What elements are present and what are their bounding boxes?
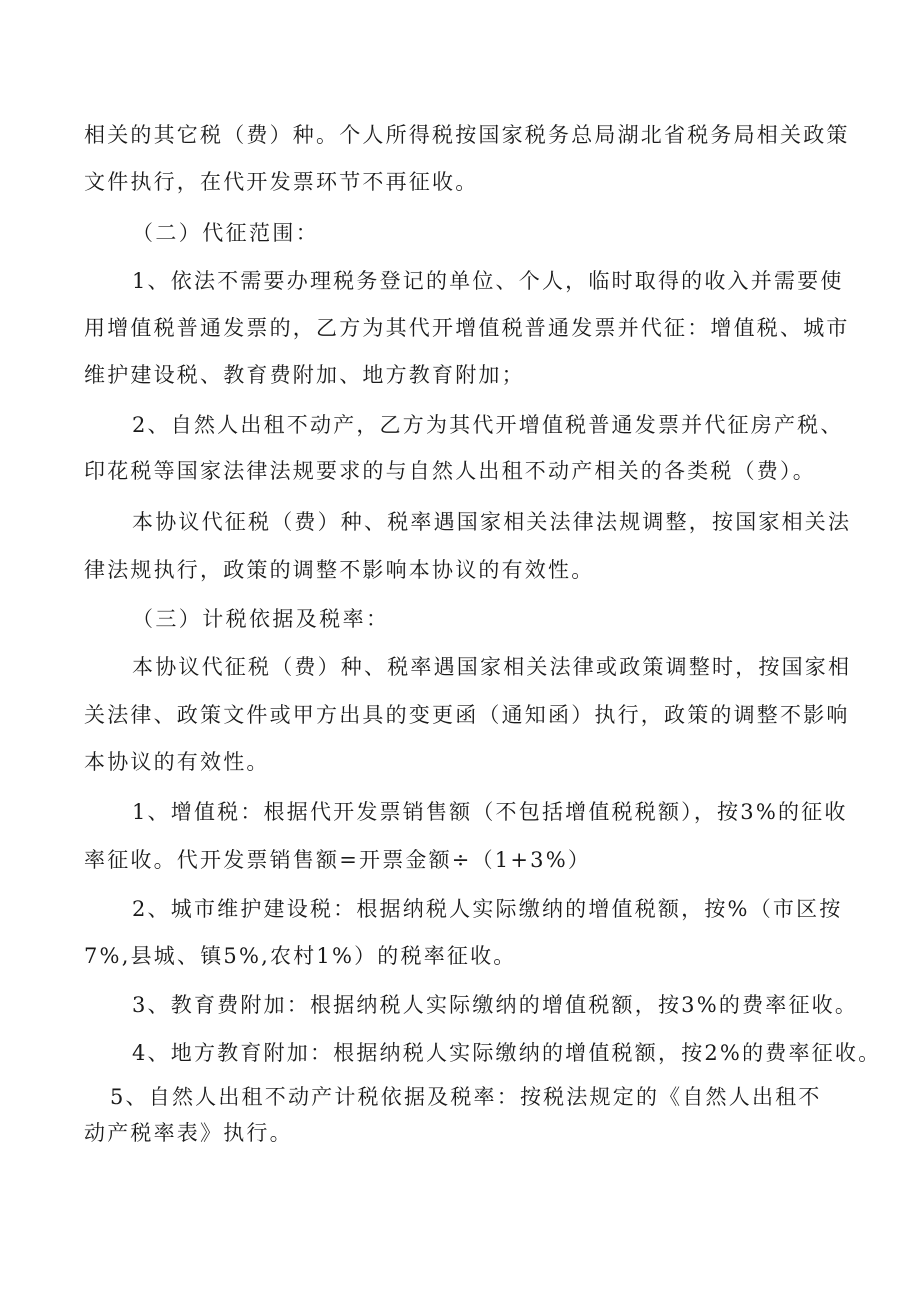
text-line: 本协议的有效性。 bbox=[84, 750, 270, 774]
text-line: 1、增值税：根据代开发票销售额（不包括增值税税额），按3%的征收 bbox=[132, 800, 848, 824]
text-line: 本协议代征税（费）种、税率遇国家相关法律法规调整，按国家相关法 bbox=[132, 510, 852, 534]
text-line: 2、自然人出租不动产，乙方为其代开增值税普通发票并代征房产税、 bbox=[132, 413, 844, 437]
text-line: 1、依法不需要办理税务登记的单位、个人，临时取得的收入并需要使 bbox=[132, 269, 844, 293]
text-line: 维护建设税、教育费附加、地方教育附加； bbox=[84, 363, 525, 387]
text-line: 文件执行，在代开发票环节不再征收。 bbox=[84, 170, 479, 194]
section-heading: （二）代征范围： bbox=[132, 221, 320, 245]
text-line: 率征收。代开发票销售额=开票金额÷（1+3%） bbox=[84, 848, 592, 872]
text-line: 2、城市维护建设税：根据纳税人实际缴纳的增值税额，按%（市区按 bbox=[132, 897, 843, 921]
text-line: 本协议代征税（费）种、税率遇国家相关法律或政策调整时，按国家相 bbox=[132, 655, 852, 679]
section-heading: （三）计税依据及税率： bbox=[132, 607, 390, 631]
text-line: 4、地方教育附加：根据纳税人实际缴纳的增值税额，按2%的费率征收。 bbox=[132, 1041, 882, 1065]
text-line: 关法律、政策文件或甲方出具的变更函（通知函）执行，政策的调整不影响 bbox=[84, 703, 850, 727]
text-line: 律法规执行，政策的调整不影响本协议的有效性。 bbox=[84, 558, 595, 582]
text-line: 3、教育费附加：根据纳税人实际缴纳的增值税额，按3%的费率征收。 bbox=[132, 993, 859, 1017]
text-line: 动产税率表》执行。 bbox=[84, 1121, 293, 1145]
text-line: 印花税等国家法律法规要求的与自然人出租不动产相关的各类税（费）。 bbox=[84, 459, 816, 483]
text-line: 用增值税普通发票的，乙方为其代开增值税普通发票并代征：增值税、城市 bbox=[84, 316, 850, 340]
text-line: 相关的其它税（费）种。个人所得税按国家税务总局湖北省税务局相关政策 bbox=[84, 123, 850, 147]
text-line: 5、自然人出租不动产计税依据及税率：按税法规定的《自然人出租不 bbox=[110, 1085, 822, 1109]
text-line: 7%,县城、镇5%,农村1%）的税率征收。 bbox=[84, 944, 517, 968]
